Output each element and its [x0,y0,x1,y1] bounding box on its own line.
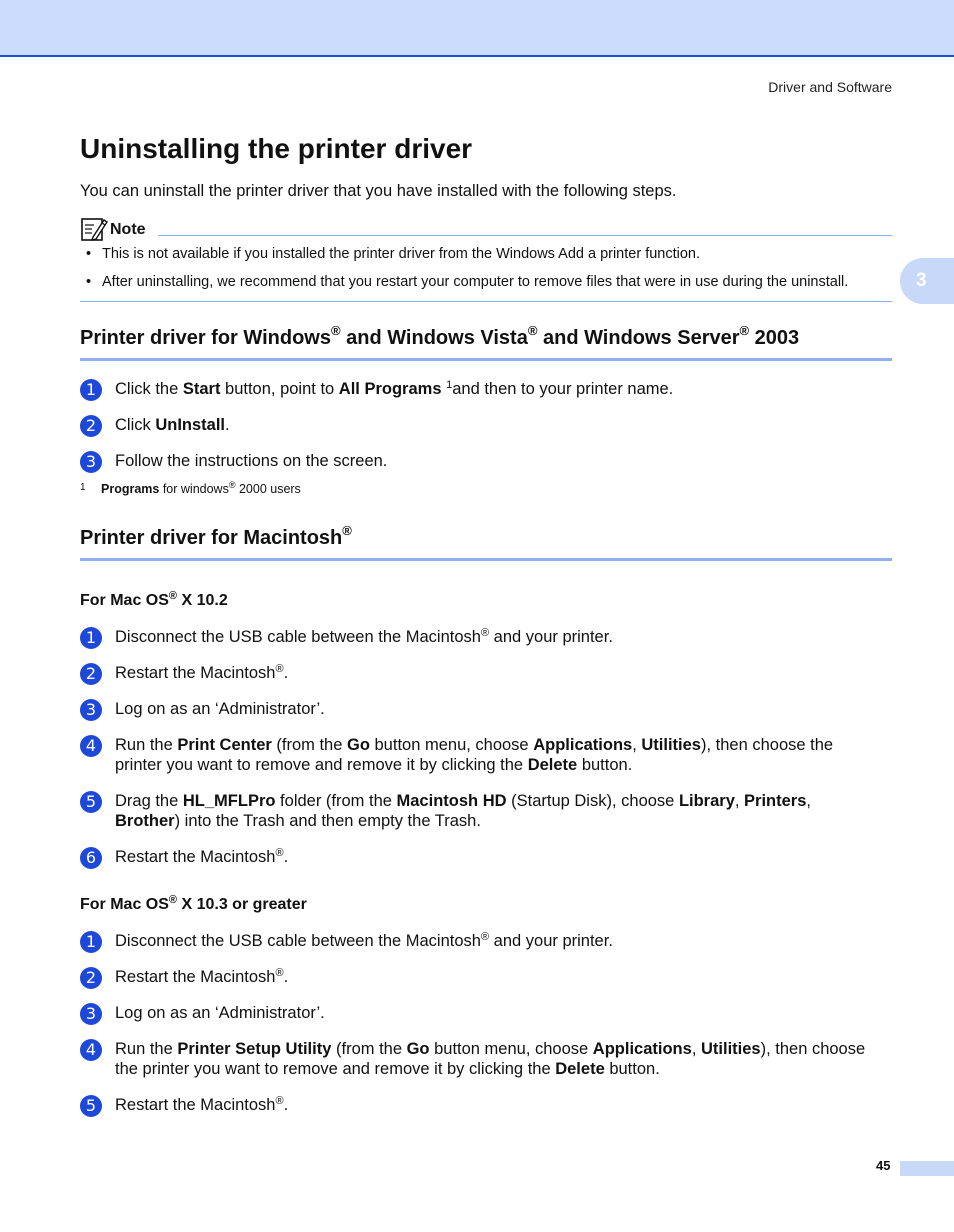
running-header: Driver and Software [768,79,892,95]
step-text: Restart the Macintosh®. [115,1095,289,1114]
step-number: 5 [80,1095,102,1117]
step-text: Click the Start button, point to All Programs $^1$and then to your printer name. [115,379,674,398]
step-number: 3 [80,451,102,473]
step-number: 1 [80,931,102,953]
step-text: Restart the Macintosh®. [115,847,289,866]
step-number: 3 [80,1003,102,1025]
step-text: Follow the instructions on the screen. [115,452,388,470]
subheading-mac-os-10-3: For Mac OS® X 10.3 or greater [80,894,307,913]
note-divider-bottom [80,301,892,302]
step-text: Disconnect the USB cable between the Macintosh® and your printer. [115,627,613,646]
note-item: • This is not available if you installed the printer driver from the Windows Add a printer function. [86,246,701,262]
page-number-bar [900,1161,954,1176]
section-heading-windows: Printer driver for Windows® and Windows Vista® and Windows Server® 2003 [80,323,800,349]
page-top-band [0,0,954,57]
step-number: 4 [80,1039,102,1061]
section-heading-macintosh: Printer driver for Macintosh® [80,523,352,549]
step-number: 1 [80,627,102,649]
page-title: Uninstalling the printer driver [80,133,473,164]
step-number: 2 [80,663,102,685]
page-number: 45 [876,1158,891,1173]
subheading-mac-os-10-2: For Mac OS® X 10.2 [80,590,228,609]
step-text: Click UnInstall. [115,416,230,434]
step-text: Disconnect the USB cable between the Macintosh® and your printer. [115,931,613,950]
note-label: Note [110,221,146,238]
section-rule [80,558,892,561]
step-number: 2 [80,967,102,989]
note-item: • After uninstalling, we recommend that you restart your computer to remove files that were in use during the uninstall. [86,274,849,290]
step-text: Restart the Macintosh®. [115,967,289,986]
section-rule [80,358,892,361]
footnote: 1 Programs for windows® 2000 users [80,480,301,496]
step-text: Run the Printer Setup Utility (from the Go button menu, choose Applications, Utilities), then choose the printer you want to remove and remove it by clicking the Delete button. [115,1040,866,1078]
step-number: 3 [80,699,102,721]
step-number: 1 [80,379,102,401]
note-box [80,215,892,303]
note-divider-top [158,235,892,236]
step-number: 2 [80,415,102,437]
note-pencil-icon [80,216,108,242]
step-text: Restart the Macintosh®. [115,663,289,682]
step-number: 6 [80,847,102,869]
chapter-tab: 3 [900,258,954,304]
step-text: Log on as an ‘Administrator’. [115,700,325,718]
step-number: 4 [80,735,102,757]
step-text: Run the Print Center (from the Go button menu, choose Applications, Utilities), then choose the printer you want to remove and remove it by clicking the Delete button. [115,736,834,774]
step-text: Drag the HL_MFLPro folder (from the Macintosh HD (Startup Disk), choose Library, Printers, Brother) into the Trash and then empty the Trash. [115,792,811,830]
step-text: Log on as an ‘Administrator’. [115,1004,325,1022]
intro-paragraph: You can uninstall the printer driver that you have installed with the following steps. [80,182,677,200]
step-number: 5 [80,791,102,813]
